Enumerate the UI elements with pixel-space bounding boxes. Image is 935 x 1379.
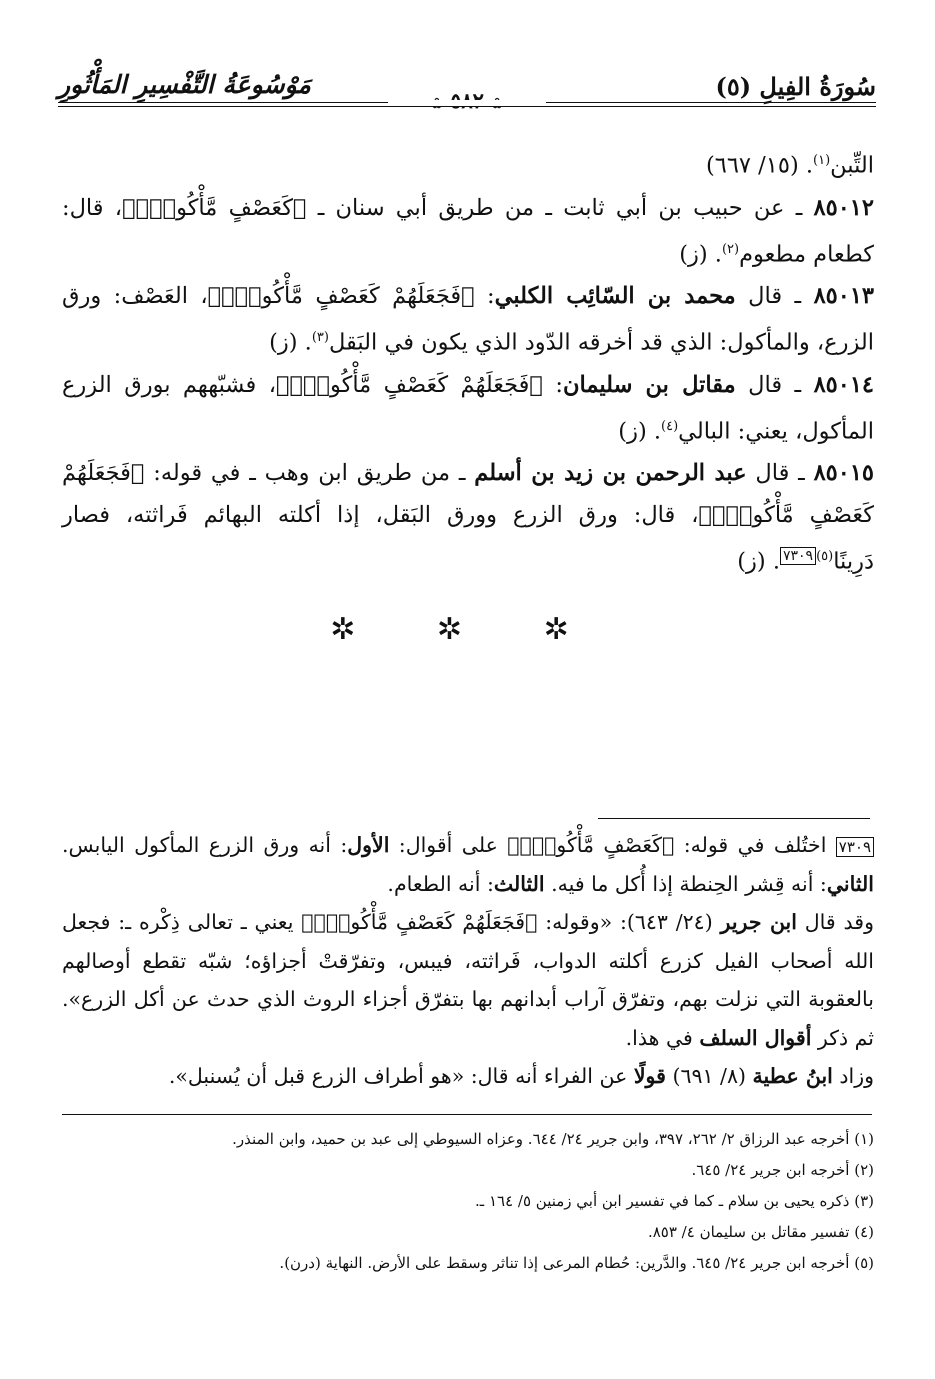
text: : أنه ورق الزرع المأكول اليابس. bbox=[62, 833, 348, 857]
text: : bbox=[474, 283, 495, 309]
quran-verse: ﴿فَجَعَلَهُمْ كَعَصْفٍ مَّأْكُولٍۭ﴾ bbox=[207, 283, 475, 309]
header-rule-gap bbox=[388, 100, 546, 106]
ornament-icon: ❀ bbox=[491, 96, 503, 112]
running-header bbox=[58, 62, 876, 112]
footnotes bbox=[62, 1124, 874, 1279]
section-divider-stars: ✲ ✲ ✲ bbox=[330, 612, 605, 647]
opinion-label: الثالث bbox=[493, 871, 545, 896]
narration-85012 bbox=[62, 187, 874, 276]
text: ، فشبّههم بورق الزرع المأكول، يعني: البالي bbox=[62, 371, 874, 444]
source-ref: . (ز) bbox=[618, 418, 662, 444]
page-number: ٥٨٢ bbox=[450, 88, 484, 113]
opinion-label: الثاني bbox=[826, 871, 874, 896]
text: التِّبن bbox=[830, 152, 874, 179]
commentary-separator bbox=[598, 818, 870, 819]
book-title: مَوْسُوعَةُ التَّفْسِيرِ المَأْثُورِ bbox=[58, 70, 311, 99]
qawl-label: قولًا bbox=[633, 1064, 666, 1088]
footnote-marker: (٥) bbox=[816, 549, 834, 564]
commentary bbox=[62, 826, 874, 1096]
sura-title: سُورَةُ الفِيلِ (٥) bbox=[715, 72, 876, 101]
narration-85014 bbox=[62, 364, 874, 453]
footnote: (٤) تفسير مقاتل بن سليمان ٤/ ٨٥٣. bbox=[647, 1223, 874, 1241]
header-rule bbox=[58, 106, 876, 107]
text: : أنه الطعام. bbox=[387, 871, 494, 896]
text: على أقوال: bbox=[389, 833, 508, 857]
main-text bbox=[62, 140, 874, 583]
text: ، العَصْف: ورق الزرع، والمأكول: الذي قد أخرقه الدّود الذي يكون في البَقل bbox=[62, 283, 874, 356]
source-ref: . (١٥/ ٦٦٧) bbox=[705, 152, 814, 179]
text: وزاد bbox=[832, 1064, 874, 1088]
footnote-marker: (٣) bbox=[311, 330, 329, 345]
footnote: (٢) أخرجه ابن جرير ٢٤/ ٦٤٥. bbox=[691, 1161, 874, 1179]
text: وقد قال bbox=[796, 910, 874, 934]
source-ref: . (ز) bbox=[679, 241, 722, 267]
narration-number: ٨٥٠١٢ bbox=[813, 194, 874, 221]
footnote: (١) أخرجه عبد الرزاق ٢/ ٢٦٢، ٣٩٧، وابن جرير ٢٤/ ٦٤٤. وعزاه السيوطي إلى عبد بن حميد، وابن المنذر. bbox=[232, 1130, 874, 1148]
commentary-paragraph bbox=[62, 903, 874, 1057]
commentary-paragraph bbox=[62, 1057, 874, 1096]
narration-number: ٨٥٠١٥ bbox=[813, 460, 874, 486]
narrator-name: مقاتل بن سليمان bbox=[562, 371, 736, 398]
source-ref: . (ز) bbox=[269, 329, 312, 356]
commentary-ref-box: ٧٣٠٩ bbox=[780, 547, 816, 565]
text: ـ قال bbox=[735, 371, 814, 398]
footnote-marker: (٤) bbox=[661, 418, 679, 434]
text: : أنه قِشر الحِنطة إذا أُكل ما فيه. bbox=[544, 871, 827, 896]
text: ـ قال bbox=[735, 283, 814, 309]
text: يعني ـ تعالى ذِكْره ـ: فجعل الله أصحاب الفيل كزرع أكلته الدواب، فَراثته، فيبس، وتفرّقتْ أجزاؤه؛ شبّه تقطع أوصالهم بالعقوبة التي نزلت بهم، وتفرّق آراب أبدانهم بها بتفرّق أجزاء الروث الذي حدث عن أكل الزرع». ثم ذكر bbox=[62, 910, 874, 1050]
text: (٢٤/ ٦٤٣): «وقوله: bbox=[537, 910, 721, 934]
quran-verse: ﴿كَعَصْفٍ مَّأْكُولٍۭ﴾ bbox=[507, 833, 675, 857]
footnote-marker: (٢) bbox=[721, 241, 740, 257]
scholar-name: ابن جرير bbox=[720, 910, 797, 934]
source-ref: . (ز) bbox=[737, 548, 780, 575]
quran-verse: ﴿فَجَعَلَهُمْ كَعَصْفٍ مَّأْكُولٍۭ﴾ bbox=[275, 371, 543, 398]
ornament-icon: ❀ bbox=[431, 96, 443, 112]
footnote: (٥) أخرجه ابن جرير ٢٤/ ٦٤٥. والدَّرين: حُطام المرعى إذا تناثر وسقط على الأرض. النهاية (درن). bbox=[279, 1254, 874, 1272]
text: ، قال: ورق الزرع وورق البَقل، إذا أكلته البهائم فَراثته، فصار دَرِينًا bbox=[62, 502, 874, 575]
commentary-paragraph bbox=[62, 826, 874, 903]
footnotes-separator bbox=[62, 1114, 872, 1115]
opinion-label: الأول bbox=[347, 833, 390, 857]
quran-verse: ﴿فَجَعَلَهُمْ كَعَصْفٍ مَّأْكُولٍۭ﴾ bbox=[301, 910, 538, 934]
footnote-marker: (١) bbox=[813, 153, 831, 168]
sources-label: أقوال السلف bbox=[699, 1025, 812, 1050]
narrator-name: محمد بن السّائِب الكلبي bbox=[494, 283, 736, 309]
paragraph-continuation bbox=[62, 140, 874, 187]
text: اختُلف في قوله: bbox=[674, 833, 836, 857]
narration-85013 bbox=[62, 275, 874, 364]
quran-verse: ﴿فَجَعَلَهُمْ كَعَصْفٍ مَّأْكُولٍۭ﴾ bbox=[62, 460, 874, 528]
text: في هذا. bbox=[625, 1025, 700, 1050]
text: ـ من طريق ابن وهب ـ في قوله: bbox=[144, 460, 475, 486]
footnote: (٣) ذكره يحيى بن سلام ـ كما في تفسير ابن أبي زمنين ٥/ ١٦٤ ـ. bbox=[475, 1192, 874, 1210]
narration-number: ٨٥٠١٤ bbox=[813, 371, 874, 398]
narration-number: ٨٥٠١٣ bbox=[813, 283, 875, 309]
text: عن الفراء أنه قال: «هو أطراف الزرع قبل أن يُسنبل». bbox=[168, 1064, 634, 1088]
scholar-name: ابنُ عطية bbox=[752, 1064, 833, 1088]
text: (٨/ ٦٩١) bbox=[665, 1064, 753, 1088]
text: ـ عن حبيب بن أبي ثابت ـ من طريق أبي سنان ـ bbox=[306, 194, 814, 221]
narrator-name: عبد الرحمن بن زيد بن أسلم bbox=[474, 460, 747, 486]
text: : bbox=[542, 371, 563, 398]
narration-85015 bbox=[62, 452, 874, 583]
text: ـ قال bbox=[746, 460, 814, 486]
text: ، قال: كطعام مطعوم bbox=[62, 194, 874, 267]
commentary-ref-box: ٧٣٠٩ bbox=[836, 837, 874, 857]
quran-verse: ﴿كَعَصْفٍ مَّأْكُولٍۭ﴾ bbox=[122, 194, 307, 221]
